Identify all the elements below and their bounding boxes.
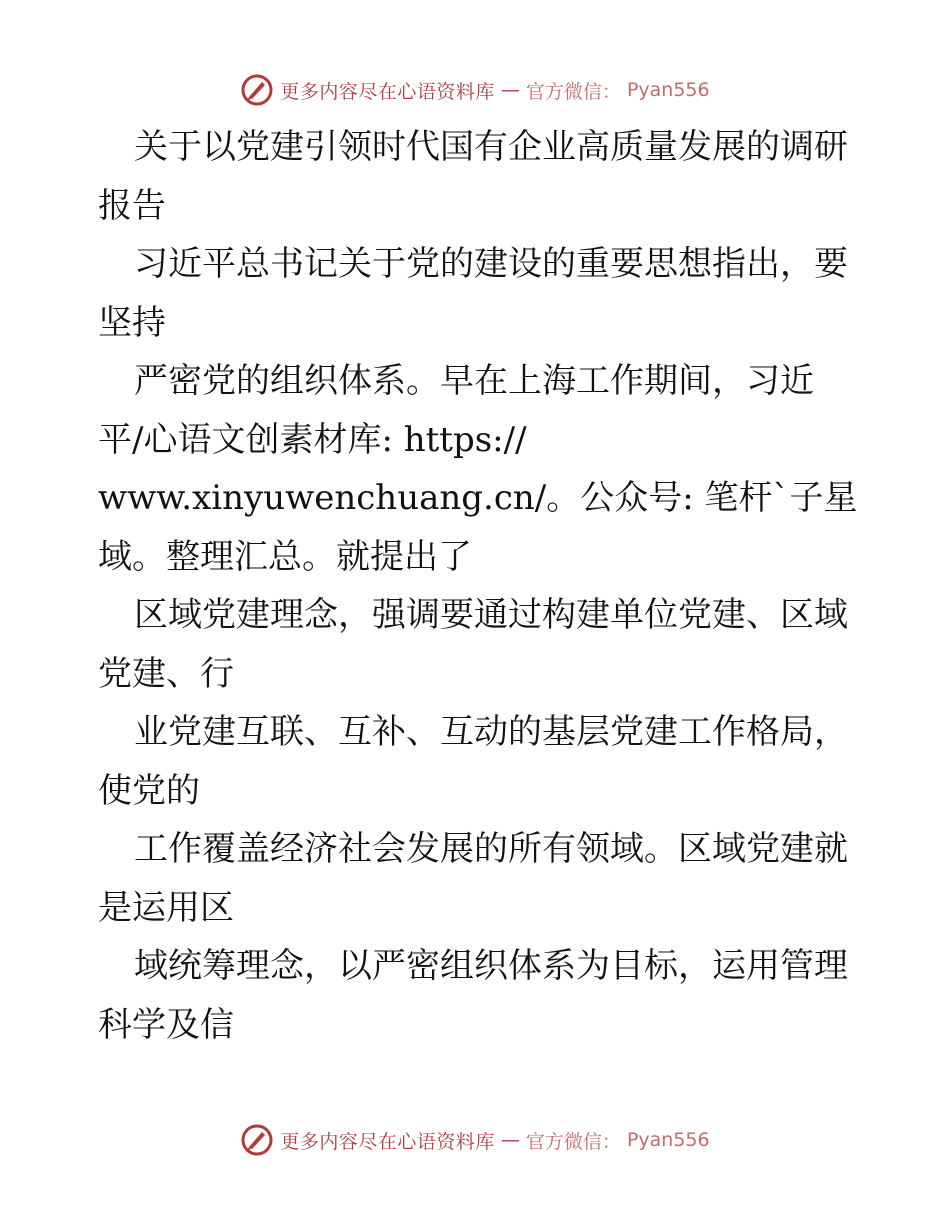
footer-banner: [0, 1120, 950, 1160]
paragraph-line: 坚持: [98, 302, 166, 343]
paragraph-line: 区域党建理念，强调要通过构建单位党建、区域: [134, 595, 848, 635]
paragraph-line: 严密党的组织体系。早在上海工作期间，习近: [134, 361, 814, 401]
paragraph-line: 是运用区: [98, 887, 234, 928]
header-banner: [0, 70, 950, 110]
document-title-line-1: 关于以党建引领时代国有企业高质量发展的调研: [134, 127, 848, 167]
banner-wechat-id: Pyan556: [626, 79, 710, 101]
paragraph-line: 域。整理汇总。就提出了: [98, 536, 472, 577]
paragraph-line: 业党建互联、互补、互动的基层党建工作格局，: [134, 712, 848, 752]
paragraph-line: 工作覆盖经济社会发展的所有领域。区域党建就: [134, 829, 848, 869]
paragraph-line: www.xinyuwenchuang.cn/。公众号: 笔杆`子星: [98, 478, 858, 518]
paragraph-line: 党建、行: [98, 653, 234, 694]
paragraph-line: 平/心语文创素材库: https://: [98, 419, 527, 460]
red-quill-seal-icon: [240, 73, 274, 107]
red-quill-seal-icon: [240, 1123, 274, 1157]
paragraph-line: 使党的: [98, 770, 200, 811]
document-body: [98, 118, 858, 1054]
banner-wechat-label: 官方微信：: [525, 1130, 621, 1153]
document-title-line-2: 报告: [98, 185, 166, 226]
banner-title: 更多内容尽在心语资料库: [280, 80, 495, 103]
banner-wechat-id: Pyan556: [626, 1129, 710, 1151]
banner-separator: —: [500, 79, 520, 101]
banner-separator: —: [500, 1129, 520, 1151]
paragraph-line: 科学及信: [98, 1004, 234, 1045]
paragraph-line: 域统筹理念，以严密组织体系为目标，运用管理: [134, 946, 848, 986]
banner-wechat-label: 官方微信：: [525, 80, 621, 103]
banner-title: 更多内容尽在心语资料库: [280, 1130, 495, 1153]
paragraph-line: 习近平总书记关于党的建设的重要思想指出，要: [134, 244, 848, 284]
